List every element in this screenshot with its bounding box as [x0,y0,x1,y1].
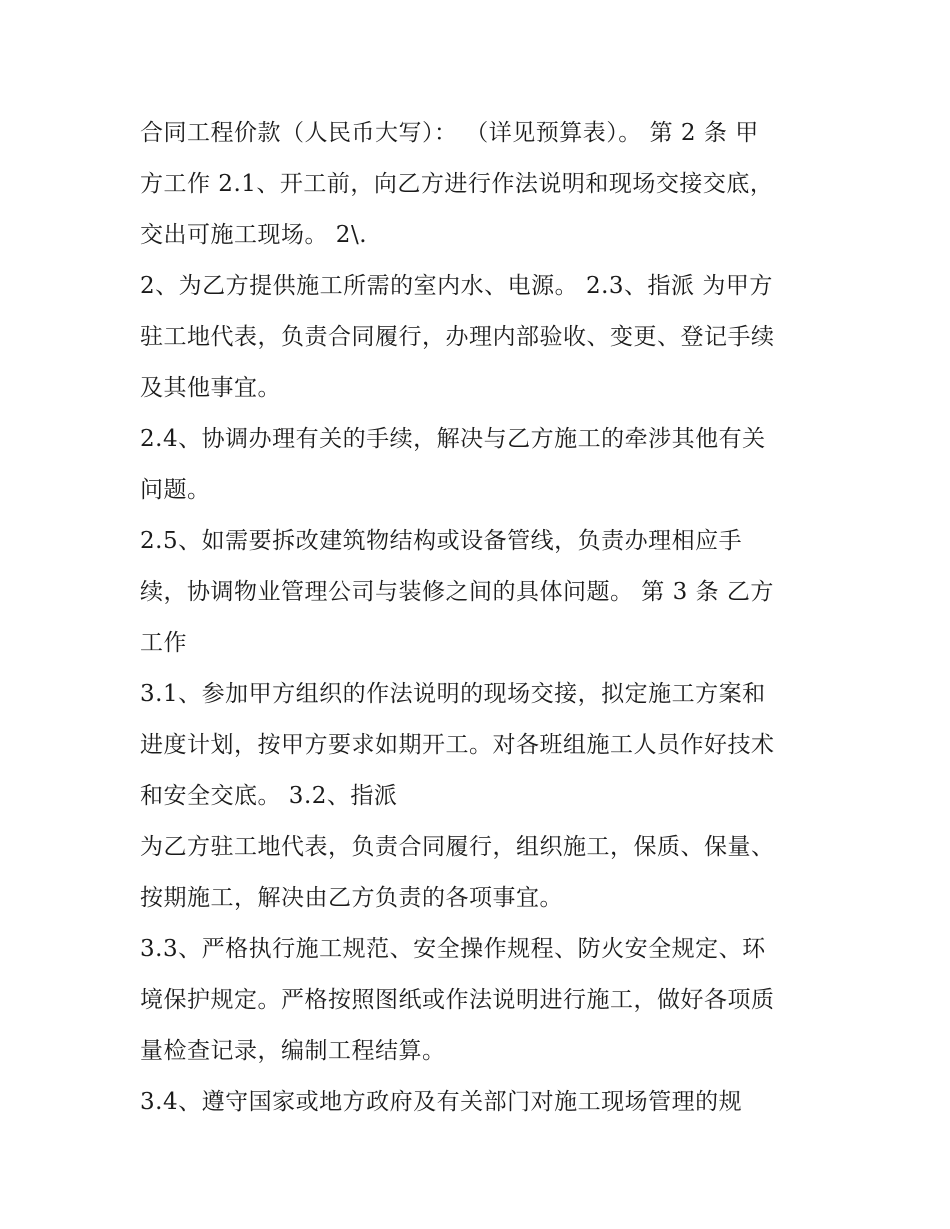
text-line: 问题。 [140,477,211,503]
text-line: 量检查记录，编制工程结算。 [140,1038,446,1064]
text-line: 交出可施工现场。 2\. [140,222,368,248]
text-line: 工作 [140,630,187,656]
document-body [140,108,830,1128]
text-line: 进度计划，按甲方要求如期开工。对各班组施工人员作好技术 [140,732,775,758]
text-line: 境保护规定。严格按照图纸或作法说明进行施工，做好各项质 [140,987,775,1013]
text-line: 为乙方驻工地代表，负责合同履行，组织施工，保质、保量、 [140,834,775,860]
text-line: 续，协调物业管理公司与装修之间的具体问题。 第 3 条 乙方 [140,579,774,605]
text-line: 方工作 2.1、开工前，向乙方进行作法说明和现场交接交底， [140,171,774,197]
text-line: 及其他事宜。 [140,375,281,401]
text-line: 2.4、协调办理有关的手续，解决与乙方施工的牵涉其他有关 [140,426,766,452]
text-line: 3.4、遵守国家或地方政府及有关部门对施工现场管理的规 [140,1089,743,1115]
text-line: 3.1、参加甲方组织的作法说明的现场交接，拟定施工方案和 [140,681,766,707]
text-line: 和安全交底。 3.2、指派 [140,783,398,809]
text-line: 驻工地代表，负责合同履行，办理内部验收、变更、登记手续 [140,324,775,350]
text-line: 合同工程价款（人民币大写）： （详见预算表）。 第 2 条 甲 [140,120,759,146]
text-line: 3.3、严格执行施工规范、安全操作规程、防火安全规定、环 [140,936,766,962]
text-line: 2、为乙方提供施工所需的室内水、电源。 2.3、指派 为甲方 [140,273,773,299]
text-line: 按期施工，解决由乙方负责的各项事宜。 [140,885,563,911]
text-line: 2.5、如需要拆改建筑物结构或设备管线，负责办理相应手 [140,528,743,554]
